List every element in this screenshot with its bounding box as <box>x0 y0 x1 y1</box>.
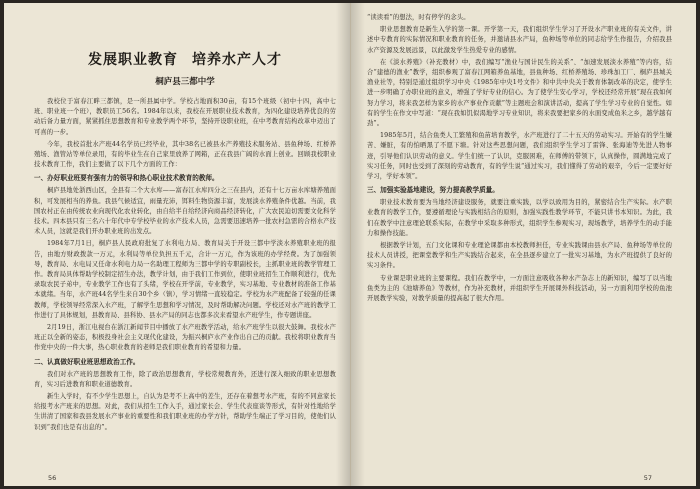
title-part-1: 发展职业教育 <box>88 52 178 68</box>
title-part-2: 培养水产人才 <box>192 52 282 68</box>
left-page <box>4 3 351 486</box>
paragraph: 职业技术教育要为当地经济建设服务，就要注重实践，以学以致用为目的，紧密结合生产实际。水产职业教育的教学工作，要遵循理论与实践相结合的原则，加强实践性教学环节，不能只讲书本知识。为此，我们在教学中注意理论联系实际，在教学中采取多种形式，组织学生参观实习，现场教学，培养学生的动手能力和操作技能。 <box>367 199 672 237</box>
paragraph: 专业课是职业班的主要课程。我们在教学中，一方面注意吸收各种水产杂志上的新知识，编写了以当地鱼类为主的《池塘养鱼》等教材，作为补充教材，并组织学生开展课外科技活动，另一方面利用学校的鱼池开展教学实验，对教学质量的提高起了很大作用。 <box>367 274 672 303</box>
right-page <box>351 3 696 486</box>
paragraph: 2月19日，浙江电视台在浙江新闻节目中播放了水产班教学活动，给水产班学生以很大鼓舞。我校水产班正以全新的姿态，积极投身社会主义现代化建设，为振兴桐庐水产业作出自己的贡献。我校将职业教育当作党中央的一件大事，热心职业教育的老师是我们职业教育的希望和力量。 <box>34 324 336 352</box>
article-title <box>34 49 336 69</box>
page-number-left: 56 <box>48 474 57 482</box>
paragraph: 根据教学计划，五门文化课和专业理论课都由本校教师担任，专业实践课由县水产局、鱼种场等单位的技术人员讲授，把课堂教学和生产实践结合起来，在全县逐步建立了一批实习基地，为水产班提供了良好的实习条件。 <box>367 242 672 270</box>
page-number-right: 57 <box>643 474 652 482</box>
gutter-shadow-right <box>351 3 365 486</box>
article-author: 桐庐县三都中学 <box>155 77 215 87</box>
paragraph: 1984年7月1日，桐庐县人民政府批复了水利电力局、教育局关于开设三都中学淡水养殖职业班的报告，由地方财政拨款一万元，水利局等单位负担五千元，合计一万元，作为该班的办学经费。为了加强领导，教育局、水电局又任命水利电力局一名助理工程师为三都中学的专职副校长，主抓职业班的教学管理工作。教育局具体帮助学校制定招生办法，教学计划，由于我们工作到位，使职业班招生工作顺利进行，优先录取农民子弟中，专业教学工作也有了头绪，学校在开学前，专业教学，实习基地、专业教材的准备工作基本就绪。当年，水产班44名学生来自30个乡（镇），学习情绪一直较稳定。学校为水产班配备了较强的任课教师，学校领导经常深入水产班，了解学生思想和学习情况，及时帮助解决问题。学校还对水产班的教学工作进行了具体规划，县教育局、县科协、县水产局的同志也都多次来看望水产班学生，作专题讲座。 <box>34 240 336 319</box>
paragraph: 职业思想教育是新生入学的第一课。开学第一天，我们组织学生学习了开设水产职业班的有关文件，讲述中专教育的实际情况和职业教育的任务，并邀请县水产局，鱼种场等单位的同志给学生作报告，介绍我县水产资源及发展远景，以此激发学生热爱专业的感情。 <box>367 26 672 54</box>
paragraph: 我们对水产班的思想教育工作，除了政治思想教育，学校常规教育外，还进行深入细致的职业思想教育，实习后进教育和职业道德教育。 <box>34 370 336 388</box>
paragraph: 今年，我校首批水产班44名学员已经毕业，其中38名已被县水产养殖技术服务站、县鱼种场、红桥养殖场、渔管站等单位录用，有的毕业生在自己家里放养了网箱，正在我县广阔的水面上创业。回顾我校职业技术教育工作，我们主要做了以下几个方面的工作： <box>34 140 336 169</box>
section-heading-2: 二、认真做好职业班思想政治工作。 <box>34 357 140 366</box>
paragraph: 我校位于富春江畔三都镇，是一所县属中学。学校占地面积30亩，有15个班级（初中十四，高中七班、职业班一个班），教职员工56名。1984年以来，我校在开展职业技术教育，为四化建设培养优良的劳动后备力量方面，紧紧抓住思想教育和专业教学两个环节，坚持开设职业班，在中考教育结构改革中迈出了可喜的一步。 <box>34 98 336 136</box>
book-spread <box>4 3 696 486</box>
paragraph: 1985年5月，结合鱼类人工繁殖和鱼苗培育教学，水产班进行了二十五天的劳动实习。开始有的学生嫌苦、嫌脏，有的怕晒黑了不愿下塘。针对这些思想问题，我们组织学生学习了雷锋、张海迪等先进人物事迹，引导他们认识劳动的意义。学生们统一了认识，克服困难，在师傅的带领下，认真操作，圆满地完成了实习任务，同时也受到了深刻的劳动教育，有的学生说“通过实习，我们懂得了劳动的艰辛，今后一定要好好学习，学好本领”。 <box>367 132 672 181</box>
paragraph: 新生入学时，有不少学生思想上，自认为是考不上高中的差生，还存在着想考水产班，有的不同意家长给报考水产班来的思想。对此，我们从招生工作入手，通过家长会、学生代表座谈等形式，有针对性地给学生讲清了国家和我县发展水产事业的重要性和我们职业班的办学方针，帮助学生端正了学习目的，使他们认识到“我们也是有出息的”。 <box>34 393 336 431</box>
paragraph: “读读看”的想法，时有停学的念头。 <box>367 14 470 21</box>
paragraph: 桐庐县地处浙西山区，全县有二个大水库——富春江水库四分之三在县内，还有十七万亩水库塘养殖面积，可发展相当的养鱼。我县气候适宜，雨量充沛，饵料生物资源丰富，发展淡水养殖条件优越。当前，我国农村正在由传统农业向现代化农业转化，由自给半自给经济向商品经济转化，广大农民迫切需要文化科学技术。四本县只有三名六十年代中专学校毕业的水产技术人员，急需要迅速培养一批农村急需的合格水产技术人员，这就是我们开办职业班的出发点。 <box>34 187 336 236</box>
paragraph: 在《淡水养殖》（补充教材）中，我们编写“渔业与国计民生的关系”、“加速发展淡水养殖”等内容，结合“建德的渔业”教学，组织参观了富春江网箱养鱼基地，县鱼种场、红桥养殖场、珍珠加工厂、桐庐县城关渔业社等，特别是通过组织学习中央《1985年中央1号文件》和中共中央关于教育体制改革的决定，使学生进一步明确了办职业班的意义，增强了学好专业的信心。为了使学生安心学习，学校还经常开展“现在我如何努力学习，将来我怎样为家乡的水产事业作贡献”等主题班会和演讲活动，提高了学生学习专业的自觉性。如有的学生在作文中写道：“现在我如饥似渴地学习专业知识，将来我要把家乡的水面变成鱼米之乡，越学越有劲”。 <box>367 58 672 128</box>
gutter-shadow-left <box>336 3 350 486</box>
section-heading-3: 三、加强实验基地建设，努力提高教学质量。 <box>367 186 499 195</box>
section-heading-1: 一、办好职业班要有强有力的领导和热心职业技术教育的教师。 <box>34 174 219 183</box>
